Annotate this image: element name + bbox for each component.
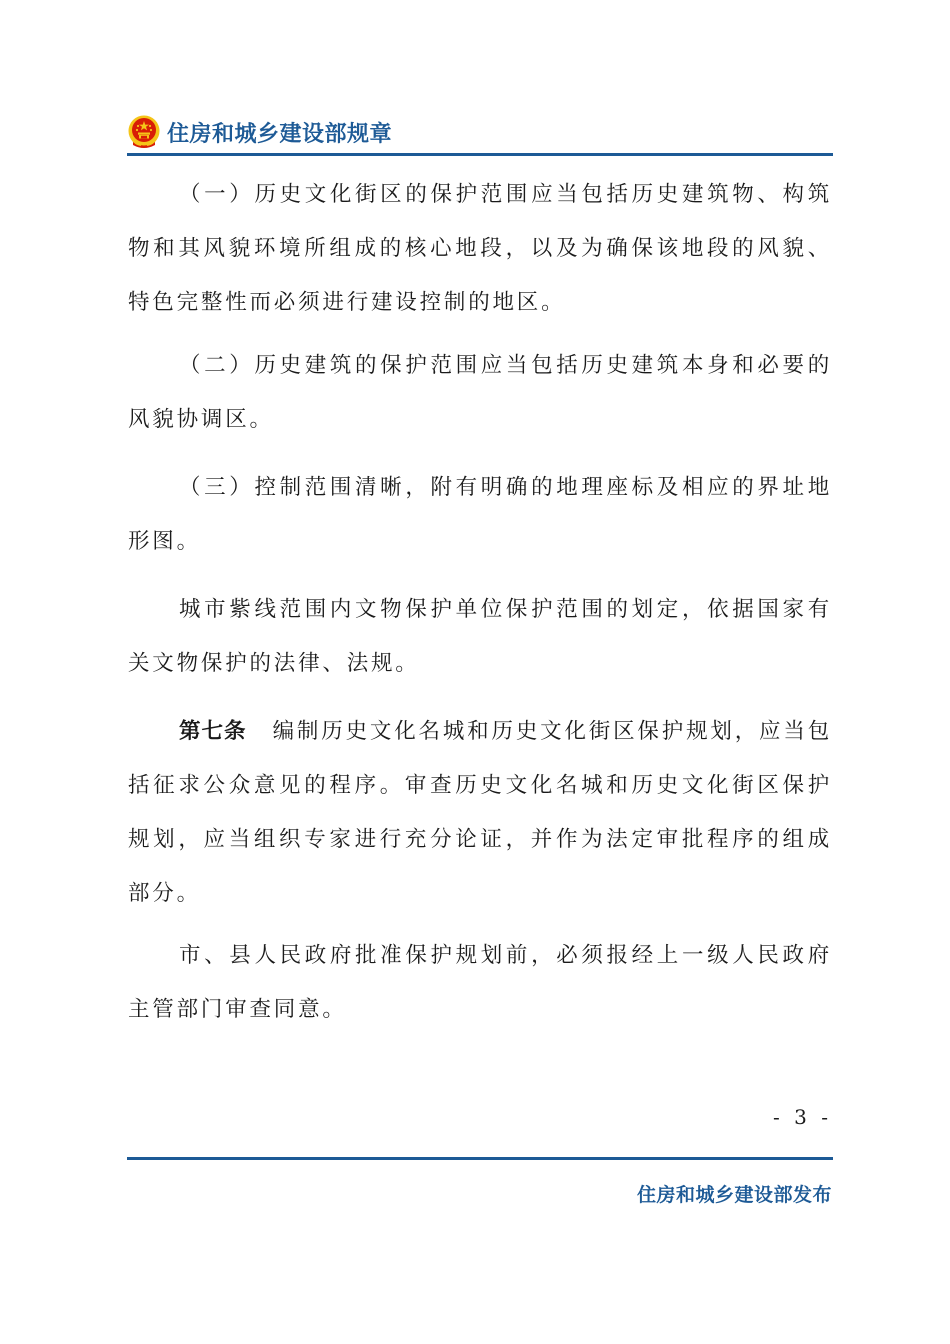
article-label: 第七条 <box>179 719 247 744</box>
paragraph-clause-1: （一）历史文化街区的保护范围应当包括历史建筑物、构筑物和其风貌环境所组成的核心地段，以及为确保该地段的风貌、特色完整性而必须进行建设控制的地区。 <box>128 182 832 315</box>
article-7-text: 编制历史文化名城和历史文化街区保护规划，应当包括征求公众意见的程序。审查历史文化名城和历史文化街区保护规划，应当组织专家进行充分论证，并作为法定审批程序的组成部分。 <box>128 719 832 906</box>
national-emblem-icon <box>127 114 161 150</box>
document-header <box>127 112 833 152</box>
paragraph-cultural-relics: 城市紫线范围内文物保护单位保护范围的划定，依据国家有关文物保护的法律、法规。 <box>128 597 832 676</box>
paragraph-approval: 市、县人民政府批准保护规划前，必须报经上一级人民政府主管部门审查同意。 <box>128 943 832 1022</box>
header-divider <box>127 153 833 156</box>
footer-divider <box>127 1157 833 1160</box>
paragraph-clause-3: （三）控制范围清晰，附有明确的地理座标及相应的界址地形图。 <box>128 475 832 554</box>
paragraph-article-7 <box>128 705 832 921</box>
paragraph-clause-2: （二）历史建筑的保护范围应当包括历史建筑本身和必要的风貌协调区。 <box>128 353 832 432</box>
header-title: 住房和城乡建设部规章 <box>167 121 393 147</box>
footer-publisher: 住房和城乡建设部发布 <box>636 1184 832 1206</box>
page-number: - 3 - <box>773 1105 832 1129</box>
